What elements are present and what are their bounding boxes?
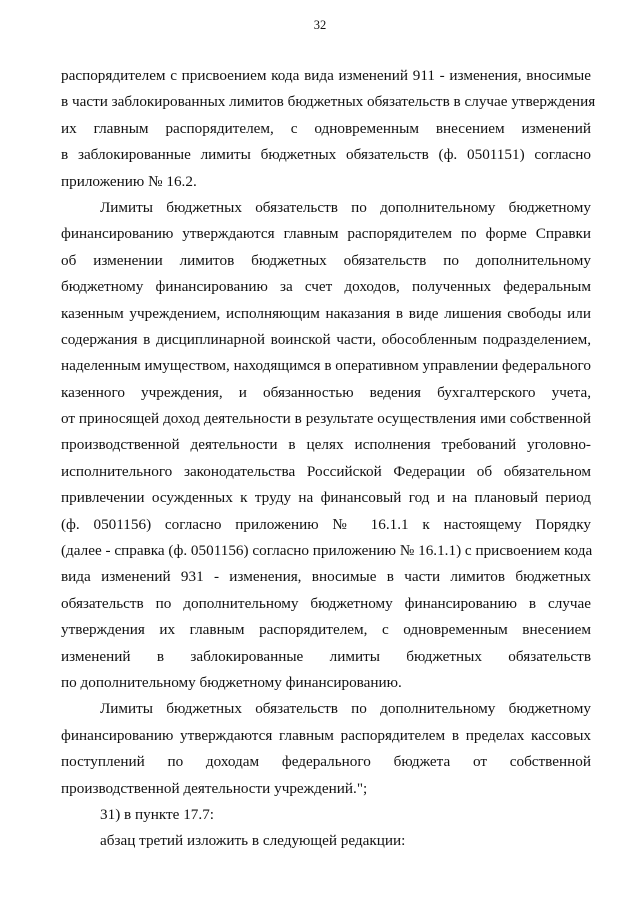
text-line: казенным учреждением, исполняющим наказания в виде лишения свободы или: [61, 304, 591, 322]
text-line: об изменении лимитов бюджетных обязательств по дополнительному: [61, 251, 591, 269]
text-line: утверждения их главным распорядителем, с одновременным внесением: [61, 621, 591, 639]
paragraph: [61, 63, 596, 195]
text-line: обязательств по дополнительному бюджетному финансированию в случае: [61, 594, 591, 612]
text-line: от приносящей доход деятельности в результате осуществления ими собственной: [61, 410, 591, 428]
text-line: Лимиты бюджетных обязательств по дополнительному бюджетному: [100, 198, 591, 216]
text-line: по дополнительному бюджетному финансированию.: [61, 673, 402, 691]
text-line: казенного учреждения, и обязанностью ведения бухгалтерского учета,: [61, 383, 591, 401]
text-line: финансированию утверждаются главным распорядителем по форме Справки: [61, 225, 591, 243]
paragraph: [61, 696, 591, 802]
text-line: (ф. 0501156) согласно приложению № 16.1.1 к настоящему Порядку: [61, 515, 591, 533]
text-line: в части заблокированных лимитов бюджетных обязательств в случае утверждения: [61, 93, 596, 111]
text-line: исполнительного законодательства Российской Федерации об обязательном: [61, 462, 591, 480]
text-line: распорядителем с присвоением кода вида изменений 911 - изменения, вносимые: [61, 67, 591, 84]
paragraph: [61, 828, 591, 854]
text-line: производственной деятельности в целях исполнения требований уголовно-: [61, 436, 591, 454]
text-line: привлечении осужденных к труду на финансовый год и на плановый период: [61, 489, 591, 507]
page-number: 32: [313, 18, 327, 32]
paragraph: [61, 195, 591, 696]
text-line: производственной деятельности учреждений.";: [61, 779, 368, 797]
document-body: [61, 63, 596, 855]
text-line: изменений в заблокированные лимиты бюджетных обязательств: [61, 647, 591, 665]
text-line: приложению № 16.2.: [61, 172, 197, 190]
text-line: бюджетному финансированию за счет доходов, полученных федеральным: [61, 278, 591, 296]
text-line: поступлений по доходам федерального бюджета от собственной: [61, 753, 591, 771]
text-line: финансированию утверждаются главным распорядителем в пределах кассовых: [61, 726, 591, 744]
text-line: вида изменений 931 - изменения, вносимые в части лимитов бюджетных: [61, 568, 591, 586]
text-line: 31) в пункте 17.7:: [100, 805, 215, 823]
text-line: (далее - справка (ф. 0501156) согласно приложению № 16.1.1) с присвоением кода: [61, 542, 593, 560]
text-line: Лимиты бюджетных обязательств по дополнительному бюджетному: [100, 700, 591, 718]
text-line: их главным распорядителем, с одновременным внесением изменений: [61, 119, 591, 137]
text-line: наделенным имуществом, находящимся в оперативном управлении федерального: [61, 357, 591, 375]
paragraph: [61, 802, 591, 828]
text-line: абзац третий изложить в следующей редакции:: [100, 832, 406, 850]
text-line: содержания в дисциплинарной воинской части, обособленным подразделением,: [61, 330, 591, 348]
text-line: в заблокированные лимиты бюджетных обязательств (ф. 0501151) согласно: [61, 146, 591, 164]
